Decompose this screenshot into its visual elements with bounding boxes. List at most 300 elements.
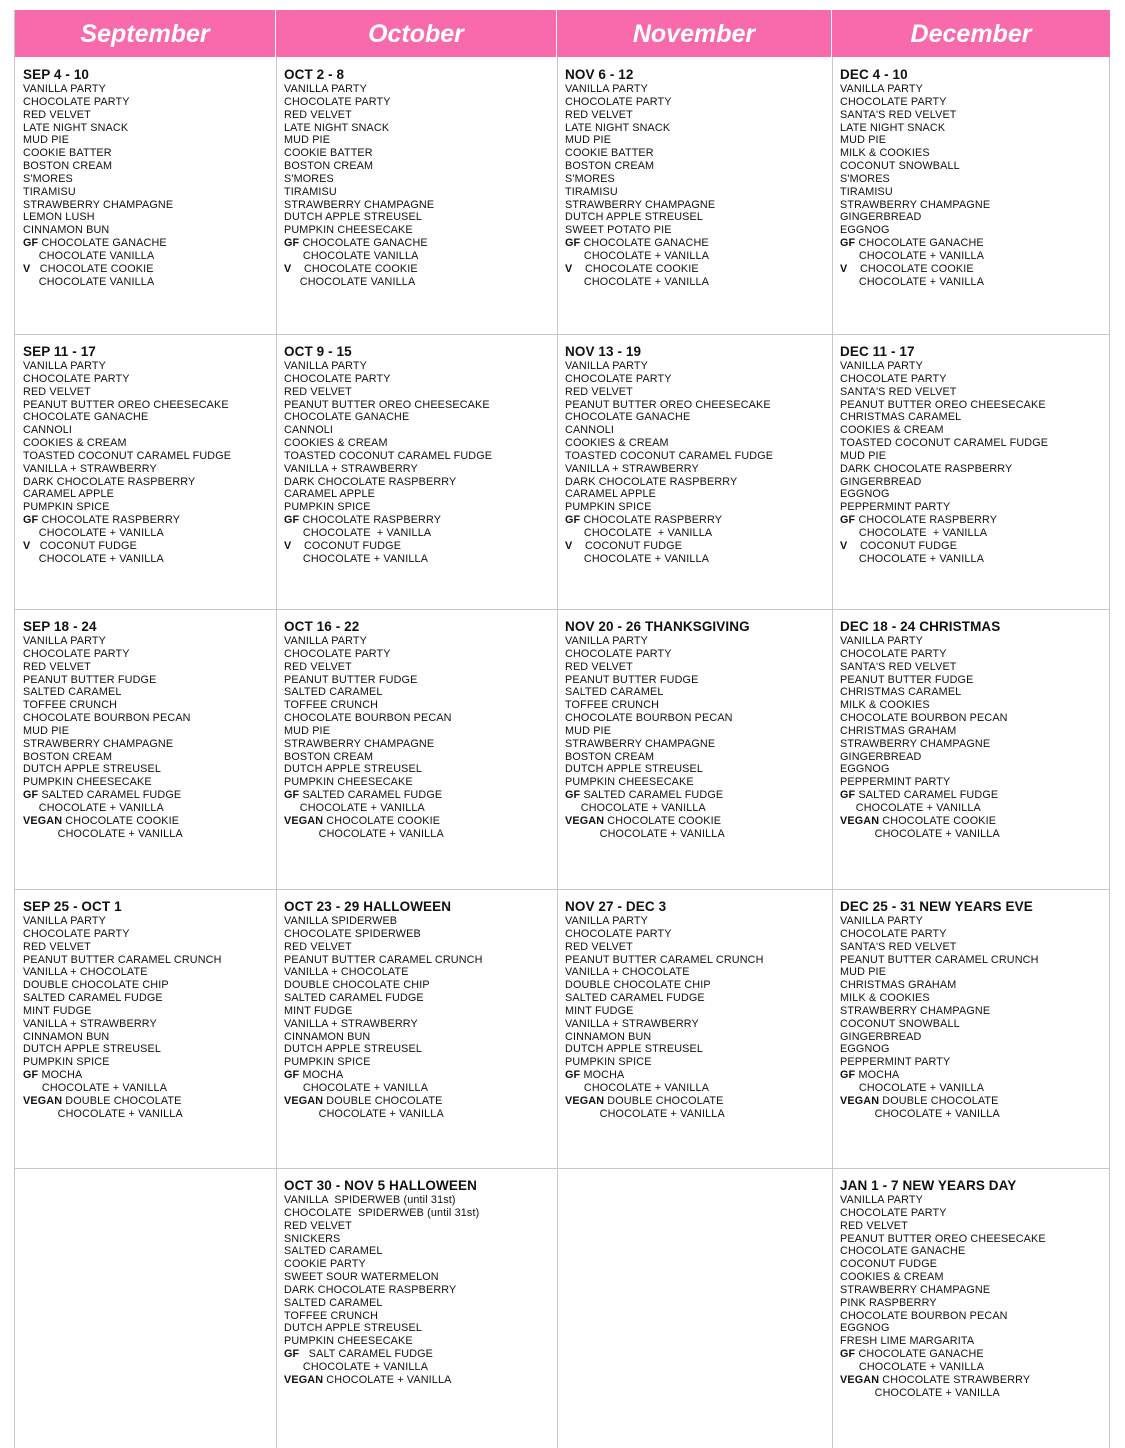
flavor-item: CHOCOLATE + VANILLA xyxy=(284,1107,444,1120)
flavor-item: S'MORES xyxy=(23,172,73,185)
flavor-item: STRAWBERRY CHAMPAGNE xyxy=(840,198,991,211)
diet-tag: GF xyxy=(284,237,300,250)
flavor-item: COCONUT SNOWBALL xyxy=(840,160,960,173)
flavor-item: CHOCOLATE + VANILLA xyxy=(23,1081,168,1094)
flavor-item: V CHOCOLATE COOKIE xyxy=(840,262,974,275)
flavor-item: GF MOCHA xyxy=(565,1069,625,1082)
diet-tag: VEGAN xyxy=(840,814,880,827)
flavor-item: CHOCOLATE PARTY xyxy=(284,95,391,108)
flavor-item: VANILLA + CHOCOLATE xyxy=(565,966,690,979)
flavor-item: CHOCOLATE GANACHE xyxy=(284,411,410,424)
week-title: OCT 2 - 8 xyxy=(284,67,345,82)
flavor-item: EGGNOG xyxy=(840,488,890,501)
week-title: DEC 11 - 17 xyxy=(840,344,915,359)
flavor-item: LATE NIGHT SNACK xyxy=(565,121,671,134)
flavor-item: RED VELVET xyxy=(284,660,352,673)
flavor-item: EGGNOG xyxy=(840,763,890,776)
flavor-item: CHOCOLATE PARTY xyxy=(840,1206,947,1219)
week-title: SEP 25 - OCT 1 xyxy=(23,899,122,914)
flavor-item: BOSTON CREAM xyxy=(284,160,374,173)
flavor-item: GF SALT CARAMEL FUDGE xyxy=(284,1348,434,1361)
flavor-item: CHOCOLATE + VANILLA xyxy=(565,1081,710,1094)
flavor-item: STRAWBERRY CHAMPAGNE xyxy=(23,737,174,750)
flavor-item: MUD PIE xyxy=(23,724,70,737)
flavor-item: STRAWBERRY CHAMPAGNE xyxy=(840,1283,991,1296)
week-cell xyxy=(557,619,832,841)
flavor-item: PUMPKIN CHEESECAKE xyxy=(284,1335,413,1348)
flavor-item: RED VELVET xyxy=(284,940,352,953)
flavor-item: CHOCOLATE + VANILLA xyxy=(840,801,981,814)
flavor-item: TIRAMISU xyxy=(23,185,76,198)
flavor-item: CHOCOLATE + VANILLA xyxy=(284,1360,429,1373)
flavor-item: CANNOLI xyxy=(23,424,73,437)
flavor-item: DARK CHOCOLATE RASPBERRY xyxy=(23,475,196,488)
week-title: DEC 25 - 31 NEW YEARS EVE xyxy=(840,899,1033,914)
flavor-item: CHOCOLATE PARTY xyxy=(840,95,947,108)
flavor-item: VANILLA + CHOCOLATE xyxy=(23,966,148,979)
flavor-item: CHOCOLATE PARTY xyxy=(565,372,672,385)
month-header-november: November xyxy=(557,10,832,57)
flavor-item: VANILLA PARTY xyxy=(284,360,367,372)
flavor-item: CHOCOLATE + VANILLA xyxy=(284,526,432,539)
flavor-item: SANTA'S RED VELVET xyxy=(840,940,957,953)
diet-tag: GF xyxy=(565,789,581,802)
flavor-item: PUMPKIN CHEESECAKE xyxy=(284,224,413,237)
flavor-item: TOASTED COCONUT CARAMEL FUDGE xyxy=(23,449,232,462)
diet-tag: GF xyxy=(565,1069,581,1082)
week-title: DEC 18 - 24 CHRISTMAS xyxy=(840,619,1001,634)
flavor-item: PEANUT BUTTER CARAMEL CRUNCH xyxy=(565,953,764,966)
week-title: SEP 11 - 17 xyxy=(23,344,96,359)
week-title: SEP 18 - 24 xyxy=(23,619,97,634)
flavor-item: PEANUT BUTTER FUDGE xyxy=(565,673,699,686)
diet-tag: GF xyxy=(840,237,856,250)
flavor-item: CHOCOLATE + VANILLA xyxy=(565,801,706,814)
week-cell xyxy=(832,619,1111,841)
flavor-item: GF CHOCOLATE GANACHE xyxy=(840,1348,984,1361)
flavor-item: DARK CHOCOLATE RASPBERRY xyxy=(284,475,457,488)
flavor-item: CHOCOLATE + VANILLA xyxy=(284,827,444,840)
week-cell xyxy=(557,344,832,566)
flavor-item: V COCONUT FUDGE xyxy=(284,539,402,552)
flavor-item: CHOCOLATE BOURBON PECAN xyxy=(23,712,191,725)
flavor-item: GF SALTED CARAMEL FUDGE xyxy=(284,789,443,802)
flavor-item: PEANUT BUTTER FUDGE xyxy=(840,673,974,686)
flavor-item: COCONUT FUDGE xyxy=(840,1258,938,1271)
week-title: NOV 13 - 19 xyxy=(565,344,642,359)
flavor-item: CHOCOLATE BOURBON PECAN xyxy=(284,712,452,725)
flavor-item: PINK RASPBERRY xyxy=(840,1296,937,1309)
flavor-item: MUD PIE xyxy=(565,724,612,737)
flavor-item: PUMPKIN SPICE xyxy=(565,1056,652,1069)
flavor-item: CHOCOLATE + VANILLA xyxy=(565,526,713,539)
flavor-item: CARAMEL APPLE xyxy=(23,488,114,501)
flavor-item: CHOCOLATE PARTY xyxy=(23,647,130,660)
flavor-item: VANILLA + STRAWBERRY xyxy=(565,1017,699,1030)
flavor-item: DUTCH APPLE STREUSEL xyxy=(565,1043,703,1056)
flavor-item: VANILLA PARTY xyxy=(565,915,648,927)
flavor-item: CHOCOLATE BOURBON PECAN xyxy=(840,712,1008,725)
diet-tag: V xyxy=(565,262,573,275)
flavor-item: COOKIES & CREAM xyxy=(840,1271,944,1284)
diet-tag: VEGAN xyxy=(23,814,63,827)
flavor-item: CHRISTMAS CARAMEL xyxy=(840,686,962,699)
flavor-item: MILK & COOKIES xyxy=(840,699,930,712)
flavor-item: RED VELVET xyxy=(284,108,352,121)
diet-tag: GF xyxy=(23,1069,39,1082)
flavor-item: BOSTON CREAM xyxy=(565,750,655,763)
flavor-item: VANILLA PARTY xyxy=(840,83,923,95)
flavor-item: STRAWBERRY CHAMPAGNE xyxy=(565,198,716,211)
flavor-item: BOSTON CREAM xyxy=(284,750,374,763)
flavor-item: CANNOLI xyxy=(284,424,334,437)
flavor-item: SALTED CARAMEL FUDGE xyxy=(565,992,705,1005)
flavor-item: VANILLA PARTY xyxy=(840,360,923,372)
flavor-item: CINNAMON BUN xyxy=(23,1030,110,1043)
flavor-item: CHOCOLATE BOURBON PECAN xyxy=(840,1309,1008,1322)
diet-tag: VEGAN xyxy=(840,1094,880,1107)
flavor-item: MILK & COOKIES xyxy=(840,992,930,1005)
diet-tag: V xyxy=(565,539,573,552)
week-title: OCT 23 - 29 HALLOWEEN xyxy=(284,899,452,914)
flavor-item: VANILLA + STRAWBERRY xyxy=(284,462,418,475)
flavor-item: GF CHOCOLATE RASPBERRY xyxy=(284,514,442,527)
flavor-item: CARAMEL APPLE xyxy=(565,488,656,501)
flavor-item: MUD PIE xyxy=(840,966,887,979)
flavor-item: DUTCH APPLE STREUSEL xyxy=(284,211,422,224)
flavor-item: RED VELVET xyxy=(284,1219,352,1232)
week-cell xyxy=(15,67,276,289)
flavor-item: VEGAN CHOCOLATE COOKIE xyxy=(284,814,441,827)
flavor-item: MUD PIE xyxy=(840,449,887,462)
flavor-item: CHOCOLATE + VANILLA xyxy=(284,552,429,565)
flavor-item: MUD PIE xyxy=(23,134,70,147)
flavor-item: COOKIE BATTER xyxy=(565,147,654,160)
flavor-item: GINGERBREAD xyxy=(840,1030,922,1043)
flavor-item: CHOCOLATE + VANILLA xyxy=(840,1107,1000,1120)
flavor-item: GF SALTED CARAMEL FUDGE xyxy=(840,789,999,802)
flavor-item: COOKIES & CREAM xyxy=(284,437,388,450)
flavor-item: V COCONUT FUDGE xyxy=(23,539,137,552)
flavor-item: LATE NIGHT SNACK xyxy=(284,121,390,134)
flavor-item: CHOCOLATE + VANILLA xyxy=(565,275,710,288)
flavor-item: GINGERBREAD xyxy=(840,475,922,488)
week-title: OCT 9 - 15 xyxy=(284,344,352,359)
flavor-item: DUTCH APPLE STREUSEL xyxy=(565,763,703,776)
flavor-item: VANILLA + STRAWBERRY xyxy=(23,1017,157,1030)
flavor-item: V CHOCOLATE COOKIE xyxy=(565,262,699,275)
diet-tag: GF xyxy=(23,789,39,802)
flavor-item: CHRISTMAS CARAMEL xyxy=(840,411,962,424)
flavor-item: V COCONUT FUDGE xyxy=(840,539,958,552)
flavor-item: TOFFEE CRUNCH xyxy=(284,1309,379,1322)
flavor-item: VANILLA PARTY xyxy=(23,360,106,372)
flavor-item: RED VELVET xyxy=(565,660,633,673)
flavor-item: RED VELVET xyxy=(23,940,91,953)
flavor-item: SALTED CARAMEL xyxy=(23,686,122,699)
diet-tag: VEGAN xyxy=(565,1094,605,1107)
flavor-item: DARK CHOCOLATE RASPBERRY xyxy=(565,475,738,488)
flavor-item: CHOCOLATE + VANILLA xyxy=(840,1360,985,1373)
row-divider xyxy=(15,609,1109,610)
week-cell xyxy=(15,899,276,1121)
flavor-item: TOFFEE CRUNCH xyxy=(284,699,379,712)
flavor-item: RED VELVET xyxy=(565,940,633,953)
diet-tag: GF xyxy=(284,514,300,527)
flavor-item: SANTA'S RED VELVET xyxy=(840,385,957,398)
flavor-item: CHOCOLATE PARTY xyxy=(284,372,391,385)
flavor-item: CHOCOLATE VANILLA xyxy=(284,249,419,262)
flavor-item: MILK & COOKIES xyxy=(840,147,930,160)
flavor-item: CHOCOLATE + VANILLA xyxy=(23,552,164,565)
flavor-item: TOFFEE CRUNCH xyxy=(23,699,118,712)
flavor-item: STRAWBERRY CHAMPAGNE xyxy=(565,737,716,750)
flavor-item: CHOCOLATE PARTY xyxy=(23,95,130,108)
diet-tag: V xyxy=(284,262,292,275)
diet-tag: VEGAN xyxy=(284,1373,324,1386)
flavor-item: VEGAN CHOCOLATE + VANILLA xyxy=(284,1373,452,1386)
flavor-item: PEPPERMINT PARTY xyxy=(840,1056,951,1069)
flavor-item: VEGAN CHOCOLATE STRAWBERRY xyxy=(840,1373,1031,1386)
flavor-item: MINT FUDGE xyxy=(23,1004,92,1017)
flavor-item: TIRAMISU xyxy=(284,185,337,198)
flavor-item: PEANUT BUTTER OREO CHEESECAKE xyxy=(840,398,1046,411)
diet-tag: GF xyxy=(284,1069,300,1082)
flavor-item: DOUBLE CHOCOLATE CHIP xyxy=(565,979,711,992)
flavor-item: SNICKERS xyxy=(284,1232,341,1245)
week-cell xyxy=(832,344,1111,566)
diet-tag: VEGAN xyxy=(284,1094,324,1107)
flavor-item: STRAWBERRY CHAMPAGNE xyxy=(840,737,991,750)
flavor-item: CANNOLI xyxy=(565,424,615,437)
week-cell xyxy=(276,67,557,289)
flavor-item: PUMPKIN SPICE xyxy=(565,501,652,514)
flavor-calendar xyxy=(14,10,1110,1448)
flavor-item: DUTCH APPLE STREUSEL xyxy=(284,1043,422,1056)
flavor-item: CHOCOLATE VANILLA xyxy=(284,275,416,288)
flavor-item: SWEET POTATO PIE xyxy=(565,224,672,237)
flavor-item: SANTA'S RED VELVET xyxy=(840,108,957,121)
week-title: NOV 27 - DEC 3 xyxy=(565,899,667,914)
flavor-item: PUMPKIN SPICE xyxy=(284,1056,371,1069)
flavor-item: VANILLA PARTY xyxy=(840,1194,923,1206)
row-divider xyxy=(15,1168,1109,1169)
flavor-item: GF CHOCOLATE GANACHE xyxy=(840,237,984,250)
flavor-item: PEANUT BUTTER FUDGE xyxy=(284,673,418,686)
flavor-item: SANTA'S RED VELVET xyxy=(840,660,957,673)
flavor-item: CHOCOLATE + VANILLA xyxy=(840,1081,985,1094)
flavor-item: TOASTED COCONUT CARAMEL FUDGE xyxy=(840,437,1049,450)
flavor-item: PUMPKIN CHEESECAKE xyxy=(565,776,694,789)
flavor-item: PUMPKIN SPICE xyxy=(23,1056,110,1069)
flavor-item: EGGNOG xyxy=(840,1322,890,1335)
week-cell xyxy=(276,619,557,841)
week-title: OCT 16 - 22 xyxy=(284,619,360,634)
flavor-item: PEANUT BUTTER OREO CHEESECAKE xyxy=(23,398,229,411)
diet-tag: GF xyxy=(23,237,39,250)
flavor-item: TOASTED COCONUT CARAMEL FUDGE xyxy=(284,449,493,462)
week-title: OCT 30 - NOV 5 HALLOWEEN xyxy=(284,1178,477,1193)
flavor-item: RED VELVET xyxy=(23,385,91,398)
flavor-item: V CHOCOLATE COOKIE xyxy=(23,262,154,275)
flavor-item: MUD PIE xyxy=(840,134,887,147)
flavor-item: CHOCOLATE + VANILLA xyxy=(284,1081,429,1094)
flavor-item: PUMPKIN CHEESECAKE xyxy=(284,776,413,789)
flavor-item: RED VELVET xyxy=(23,108,91,121)
week-title: DEC 4 - 10 xyxy=(840,67,908,82)
flavor-item: VEGAN DOUBLE CHOCOLATE xyxy=(840,1094,999,1107)
flavor-item: CHOCOLATE BOURBON PECAN xyxy=(565,712,733,725)
flavor-item: PEANUT BUTTER OREO CHEESECAKE xyxy=(565,398,771,411)
flavor-item: MUD PIE xyxy=(565,134,612,147)
flavor-item: DUTCH APPLE STREUSEL xyxy=(23,1043,161,1056)
flavor-item: DUTCH APPLE STREUSEL xyxy=(284,1322,422,1335)
diet-tag: GF xyxy=(565,237,581,250)
flavor-item: GF SALTED CARAMEL FUDGE xyxy=(23,789,182,802)
flavor-item: CINNAMON BUN xyxy=(565,1030,652,1043)
diet-tag: GF xyxy=(284,789,300,802)
flavor-item: CHOCOLATE + VANILLA xyxy=(565,827,725,840)
flavor-item: COOKIE BATTER xyxy=(284,147,373,160)
flavor-item: COCONUT SNOWBALL xyxy=(840,1017,960,1030)
flavor-item: DARK CHOCOLATE RASPBERRY xyxy=(840,462,1013,475)
week-cell xyxy=(557,899,832,1121)
diet-tag: V xyxy=(840,262,848,275)
flavor-item: GINGERBREAD xyxy=(840,211,922,224)
flavor-item: DUTCH APPLE STREUSEL xyxy=(23,763,161,776)
flavor-item: V CHOCOLATE COOKIE xyxy=(284,262,418,275)
flavor-item: RED VELVET xyxy=(284,385,352,398)
flavor-item: VANILLA PARTY xyxy=(284,635,367,647)
flavor-item: VANILLA PARTY xyxy=(284,83,367,95)
flavor-item: BOSTON CREAM xyxy=(23,750,113,763)
flavor-item: VEGAN CHOCOLATE COOKIE xyxy=(23,814,180,827)
flavor-item: LEMON LUSH xyxy=(23,211,95,224)
flavor-item: PEPPERMINT PARTY xyxy=(840,501,951,514)
flavor-item: CHOCOLATE PARTY xyxy=(840,927,947,940)
flavor-item: PUMPKIN SPICE xyxy=(284,501,371,514)
diet-tag: VEGAN xyxy=(840,1373,880,1386)
flavor-item: CHOCOLATE + VANILLA xyxy=(23,801,164,814)
flavor-item: GF CHOCOLATE RASPBERRY xyxy=(565,514,723,527)
week-title: SEP 4 - 10 xyxy=(23,67,90,82)
flavor-item: PEPPERMINT PARTY xyxy=(840,776,951,789)
flavor-item: VANILLA PARTY xyxy=(23,915,106,927)
flavor-item: COOKIE PARTY xyxy=(284,1258,366,1271)
flavor-item: CHOCOLATE + VANILLA xyxy=(840,552,985,565)
flavor-item: VANILLA PARTY xyxy=(840,635,923,647)
flavor-item: S'MORES xyxy=(840,172,890,185)
flavor-item: PEANUT BUTTER OREO CHEESECAKE xyxy=(840,1232,1046,1245)
flavor-item: CHOCOLATE PARTY xyxy=(565,927,672,940)
flavor-item: CHOCOLATE SPIDERWEB xyxy=(284,927,421,940)
flavor-item: CHOCOLATE + VANILLA xyxy=(565,1107,725,1120)
flavor-item: EGGNOG xyxy=(840,1043,890,1056)
flavor-item: CHOCOLATE + VANILLA xyxy=(23,1107,183,1120)
diet-tag: GF xyxy=(284,1348,300,1361)
flavor-item: CHOCOLATE GANACHE xyxy=(840,1245,966,1258)
flavor-item: CHOCOLATE GANACHE xyxy=(23,411,149,424)
diet-tag: V xyxy=(23,262,31,275)
flavor-item: RED VELVET xyxy=(565,385,633,398)
week-cell xyxy=(276,899,557,1121)
flavor-item: CHOCOLATE + VANILLA xyxy=(565,249,710,262)
flavor-item: CHOCOLATE GANACHE xyxy=(565,411,691,424)
flavor-item: SALTED CARAMEL xyxy=(284,686,383,699)
diet-tag: GF xyxy=(840,789,856,802)
month-header-september: September xyxy=(15,10,276,57)
flavor-item: CHOCOLATE PARTY xyxy=(23,372,130,385)
flavor-item: COOKIE BATTER xyxy=(23,147,112,160)
flavor-item: PEANUT BUTTER CARAMEL CRUNCH xyxy=(284,953,483,966)
flavor-item: CHOCOLATE + VANILLA xyxy=(840,249,985,262)
flavor-item: CHOCOLATE SPIDERWEB (until 31st) xyxy=(284,1206,480,1219)
flavor-item: CHOCOLATE PARTY xyxy=(840,372,947,385)
week-cell xyxy=(557,67,832,289)
diet-tag: GF xyxy=(840,514,856,527)
flavor-item: CHOCOLATE PARTY xyxy=(565,95,672,108)
flavor-item: CHOCOLATE + VANILLA xyxy=(840,526,988,539)
flavor-item: STRAWBERRY CHAMPAGNE xyxy=(840,1004,991,1017)
week-cell xyxy=(832,67,1111,289)
week-cell xyxy=(832,1178,1111,1400)
flavor-item: VANILLA PARTY xyxy=(23,83,106,95)
flavor-item: VANILLA + STRAWBERRY xyxy=(565,462,699,475)
flavor-item: MINT FUDGE xyxy=(565,1004,634,1017)
flavor-item: GINGERBREAD xyxy=(840,750,922,763)
diet-tag: GF xyxy=(23,514,39,527)
flavor-item: RED VELVET xyxy=(840,1219,908,1232)
flavor-item: GF MOCHA xyxy=(23,1069,83,1082)
flavor-item: TOFFEE CRUNCH xyxy=(565,699,660,712)
week-title: NOV 20 - 26 THANKSGIVING xyxy=(565,619,750,634)
flavor-item: S'MORES xyxy=(284,172,334,185)
diet-tag: GF xyxy=(565,514,581,527)
flavor-item: CHOCOLATE + VANILLA xyxy=(840,827,1000,840)
flavor-item: PUMPKIN CHEESECAKE xyxy=(23,776,152,789)
flavor-item: GF CHOCOLATE RASPBERRY xyxy=(23,514,181,527)
week-title: NOV 6 - 12 xyxy=(565,67,634,82)
flavor-item: VANILLA SPIDERWEB xyxy=(284,915,398,927)
diet-tag: GF xyxy=(840,1348,856,1361)
flavor-item: STRAWBERRY CHAMPAGNE xyxy=(23,198,174,211)
flavor-item: DOUBLE CHOCOLATE CHIP xyxy=(23,979,169,992)
flavor-item: SALTED CARAMEL xyxy=(284,1245,383,1258)
flavor-item: RED VELVET xyxy=(23,660,91,673)
flavor-item: GF SALTED CARAMEL FUDGE xyxy=(565,789,724,802)
flavor-item: SALTED CARAMEL FUDGE xyxy=(284,992,424,1005)
flavor-item: VEGAN DOUBLE CHOCOLATE xyxy=(284,1094,443,1107)
flavor-item: VANILLA + CHOCOLATE xyxy=(284,966,409,979)
flavor-item: CHOCOLATE PARTY xyxy=(284,647,391,660)
flavor-item: S'MORES xyxy=(565,172,615,185)
flavor-item: MINT FUDGE xyxy=(284,1004,353,1017)
flavor-item: VEGAN DOUBLE CHOCOLATE xyxy=(565,1094,724,1107)
flavor-item: CARAMEL APPLE xyxy=(284,488,375,501)
month-header-december: December xyxy=(832,10,1111,57)
flavor-item: CINNAMON BUN xyxy=(284,1030,371,1043)
diet-tag: V xyxy=(840,539,848,552)
flavor-item: CHOCOLATE + VANILLA xyxy=(23,827,183,840)
flavor-item: TIRAMISU xyxy=(565,185,618,198)
flavor-item: RED VELVET xyxy=(565,108,633,121)
flavor-item: VANILLA PARTY xyxy=(840,915,923,927)
flavor-item: VANILLA PARTY xyxy=(565,635,648,647)
flavor-item: EGGNOG xyxy=(840,224,890,237)
flavor-item: VANILLA SPIDERWEB (until 31st) xyxy=(284,1194,456,1206)
flavor-item: DUTCH APPLE STREUSEL xyxy=(565,211,703,224)
week-cell xyxy=(276,1178,557,1387)
